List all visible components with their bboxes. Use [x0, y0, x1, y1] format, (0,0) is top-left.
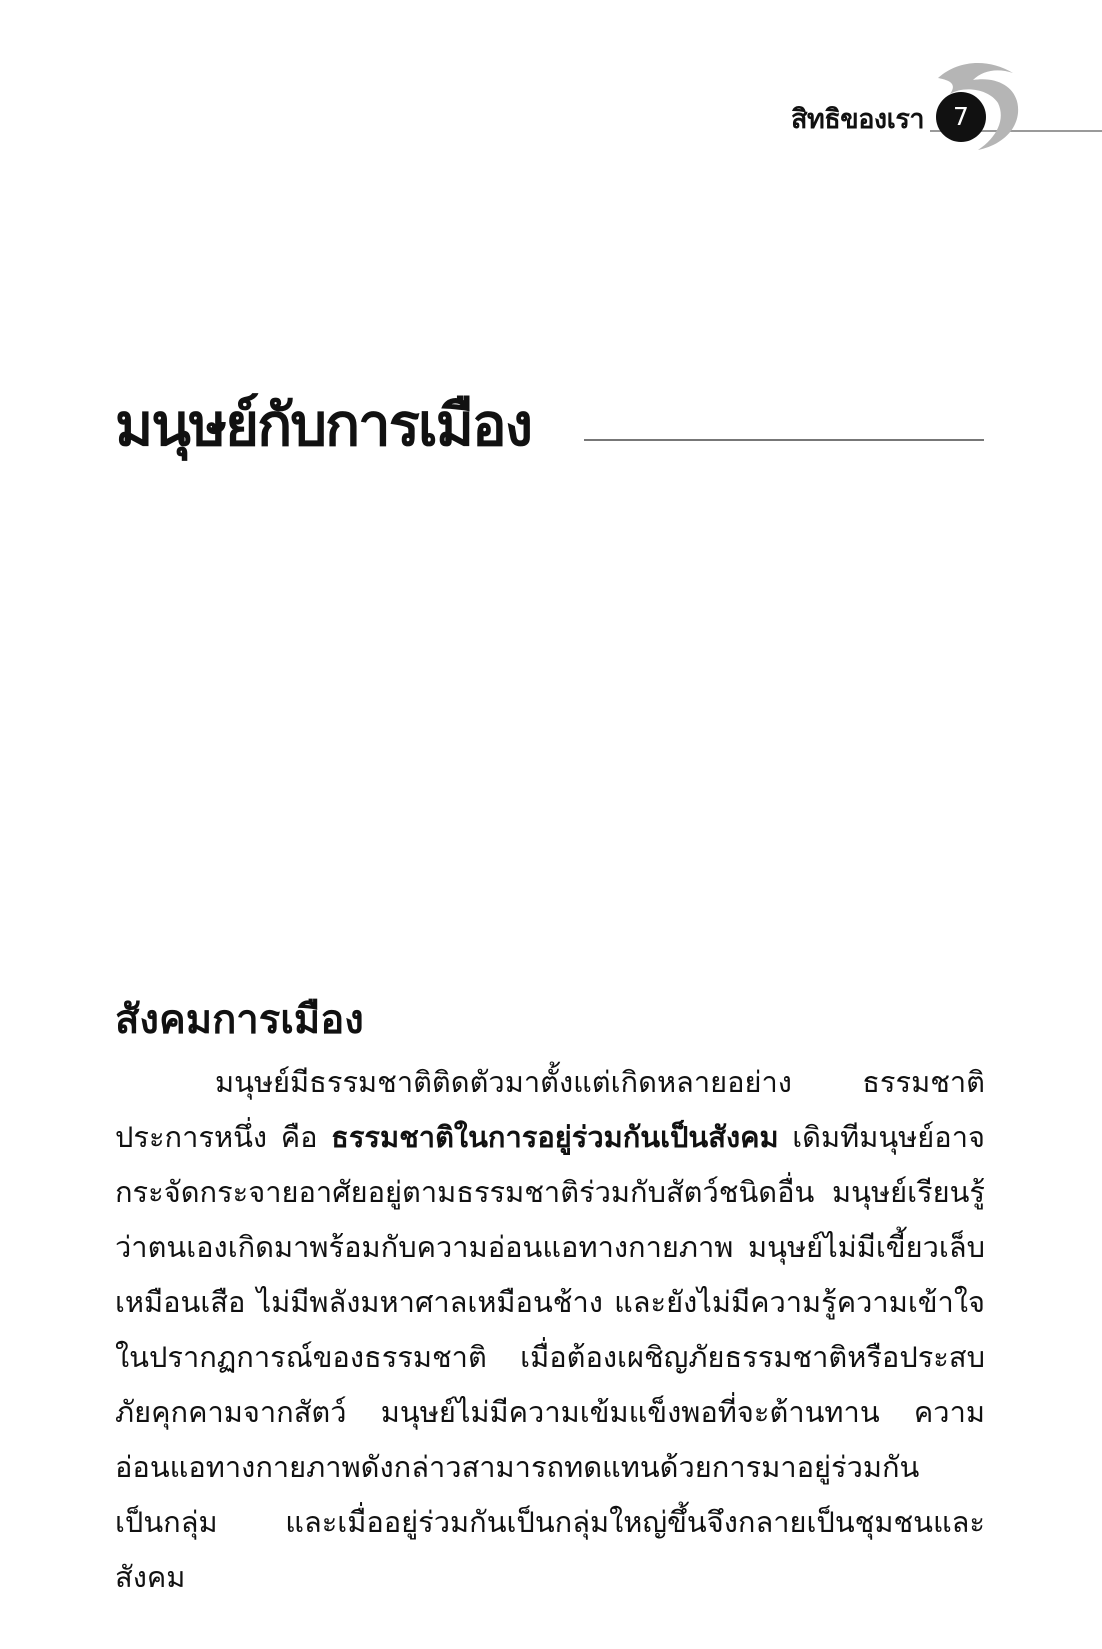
chapter-title-rule: [584, 439, 984, 441]
paragraph-text-end: เดิมทีมนุษย์อาจกระจัดกระจายอาศัยอยู่ตามธรรมชาติร่วมกับสัตว์ชนิดอื่น มนุษย์เรียนรู้ว่าตนเองเกิดมาพร้อมกับความอ่อนแอทางกายภาพ มนุษย์ไม่มีเขี้ยวเล็บเหมือนเสือ ไม่มีพลังมหาศาลเหมือนช้าง และยังไม่มีความรู้ความเข้าใจในปรากฏการณ์ของธรรมชาติ เมื่อต้องเผชิญภัยธรรมชาติหรือประสบภัยคุกคามจากสัตว์ มนุษย์ไม่มีความเข้มแข็งพอที่จะต้านทาน ความอ่อนแอทางกายภาพดังกล่าวสามารถทดแทนด้วยการมาอยู่ร่วมกันเป็นกลุ่ม และเมื่ออยู่ร่วมกันเป็นกลุ่มใหญ่ขึ้นจึงกลายเป็นชุมชนและสังคม: [115, 1120, 985, 1594]
page-header: [0, 0, 1102, 170]
page-number-badge: 7: [936, 92, 986, 142]
body-paragraph: [115, 1055, 985, 1605]
paragraph-bold-phrase: ธรรมชาติในการอยู่ร่วมกันเป็นสังคม: [331, 1120, 779, 1154]
running-title: สิทธิของเรา: [790, 104, 924, 135]
section-title: สังคมการเมือง: [115, 997, 364, 1043]
chapter-title: มนุษย์กับการเมือง: [115, 391, 532, 459]
paragraph-text-start: มนุษย์มีธรรมชาติติดตัวมาตั้งแต่เกิดหลายอย่าง ธรรมชาติประการหนึ่ง คือ: [115, 1065, 985, 1154]
